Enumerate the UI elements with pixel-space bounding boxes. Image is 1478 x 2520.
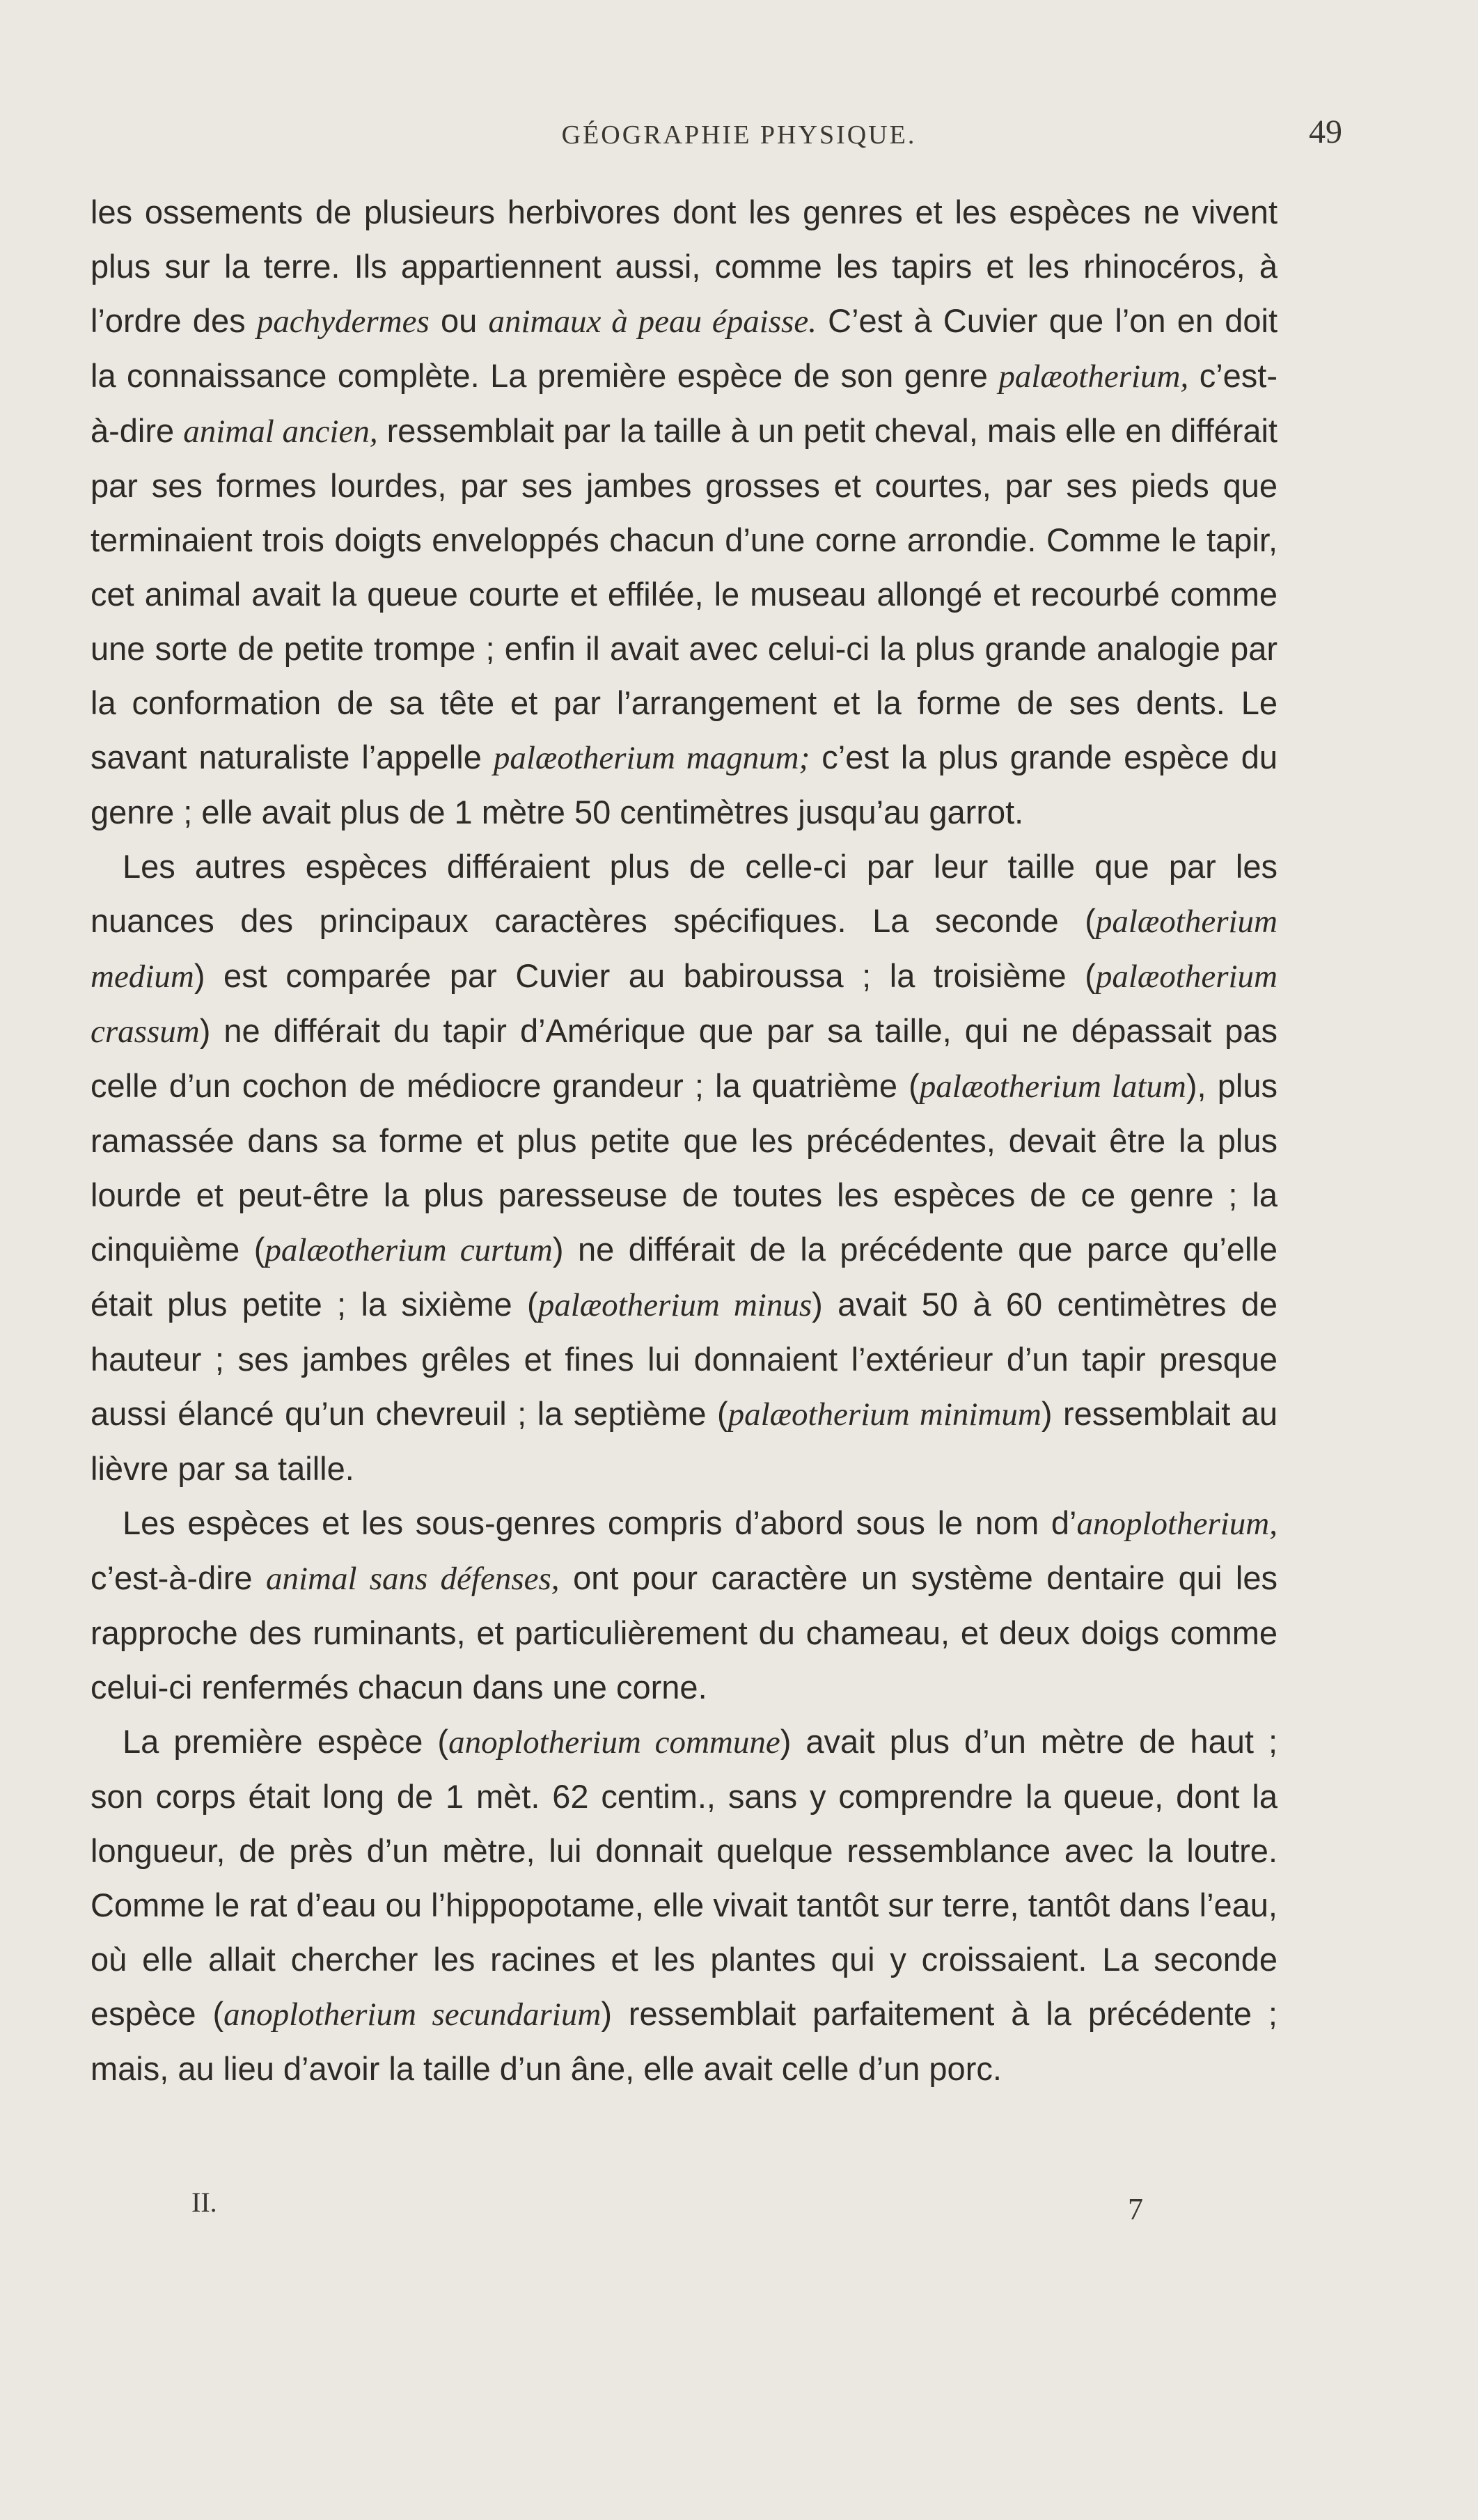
text-run: La première espèce ( — [123, 1723, 449, 1760]
signature-mark: II. — [191, 2187, 217, 2218]
text-run: ) avait plus d’un mètre de haut ; son corps était long de 1 mèt. 62 centim., sans y comprendre la queue, dont la longueur, de près d’un mètre, lui donnait quelque ressemblance avec la loutre. Comme le rat d’eau ou l’hippopotame, elle vivait tantôt sur terre, tantôt dans l’eau, où elle allait chercher les racines et les plantes qui y croissaient. La seconde espèce ( — [91, 1723, 1278, 2032]
italic-term: palæotherium curtum — [265, 1232, 553, 1268]
text-run: Les espèces et les sous-genres compris d’abord sous le nom d’ — [123, 1504, 1077, 1541]
italic-term: anoplotherium secundarium — [223, 1997, 602, 2033]
body-text — [91, 185, 1277, 2096]
italic-term: palæotherium medium — [91, 904, 1277, 995]
paragraph — [91, 1715, 1277, 2096]
text-run: c’est-à-dire — [91, 357, 1277, 449]
text-run: ) ne différait du tapir d’Amérique que par sa taille, qui ne dépassait pas celle d’un cochon de médiocre grandeur ; la quatrième ( — [91, 1012, 1277, 1104]
italic-term: anoplotherium commune — [448, 1724, 780, 1761]
italic-term: animal ancien, — [183, 414, 378, 450]
italic-term: animaux à peau épaisse. — [488, 304, 817, 340]
running-title: GÉOGRAPHIE PHYSIQUE. — [561, 120, 917, 150]
text-run: les ossements de plusieurs herbivores dont les genres et les espèces ne vivent plus sur la terre. Ils appartiennent aussi, comme les tapirs et les rhinocéros, à l’ordre des — [91, 194, 1277, 339]
text-run: ont pour caractère un système dentaire qui les rapproche des ruminants, et particulièrement du chameau, et deux doigs comme celui-ci renfermés chacun dans une corne. — [91, 1559, 1277, 1706]
text-run: c’est la plus grande espèce du genre ; elle avait plus de 1 mètre 50 centimètres jusqu’au garrot. — [91, 739, 1277, 830]
signature-number: 7 — [1128, 2192, 1143, 2226]
page-number: 49 — [1309, 113, 1342, 150]
text-run: ) est comparée par Cuvier au babiroussa ; la troisième ( — [194, 957, 1096, 994]
text-run: ) ne différait de la précédente que parce qu’elle était plus petite ; la sixième ( — [91, 1231, 1277, 1323]
italic-term: anoplotherium, — [1076, 1506, 1277, 1542]
italic-term: pachydermes — [256, 304, 430, 340]
text-run: ) ressemblait parfaitement à la précédente ; mais, au lieu d’avoir la taille d’un âne, elle avait celle d’un porc. — [91, 1995, 1277, 2087]
italic-term: palæotherium, — [998, 359, 1189, 395]
text-run: ) ressemblait au lièvre par sa taille. — [91, 1395, 1277, 1487]
italic-term: palæotherium minimum — [728, 1396, 1041, 1433]
text-run: C’est à Cuvier que l’on en doit la connaissance complète. La première espèce de son genre — [91, 302, 1278, 394]
paragraph — [91, 840, 1277, 1496]
italic-term: palæotherium crassum — [91, 959, 1277, 1050]
italic-term: palæotherium minus — [537, 1287, 812, 1323]
text-run: ), plus ramassée dans sa forme et plus petite que les précédentes, devait être la plus lourde et peut-être la plus paresseuse de toutes les espèces de ce genre ; la cinquième ( — [91, 1067, 1277, 1268]
text-run: ressemblait par la taille à un petit cheval, mais elle en différait par ses formes lourdes, par ses jambes grosses et courtes, par ses pieds que terminaient trois doigts enveloppés chacun d’une corne arrondie. Comme le tapir, cet animal avait la queue courte et effilée, le museau allongé et recourbé comme une sorte de petite trompe ; enfin il avait avec celui-ci la plus grande analogie par la conformation de sa tête et par l’arrangement et la forme de ses dents. Le savant naturaliste l’appelle — [91, 412, 1277, 775]
text-run: ) avait 50 à 60 centimètres de hauteur ; ses jambes grêles et fines lui donnaient l’extérieur d’un tapir presque aussi élancé qu’un chevreuil ; la septième ( — [91, 1286, 1277, 1432]
italic-term: palæotherium latum — [919, 1069, 1186, 1105]
italic-term: palæotherium magnum; — [493, 740, 810, 776]
italic-term: animal sans défenses, — [265, 1561, 560, 1597]
text-run: Les autres espèces différaient plus de celle-ci par leur taille que par les nuances des principaux caractères spécifiques. La seconde ( — [91, 848, 1277, 939]
text-run: ou — [429, 302, 489, 339]
paragraph — [91, 185, 1277, 840]
paragraph — [91, 1496, 1277, 1715]
text-run: c’est-à-dire — [91, 1559, 266, 1596]
